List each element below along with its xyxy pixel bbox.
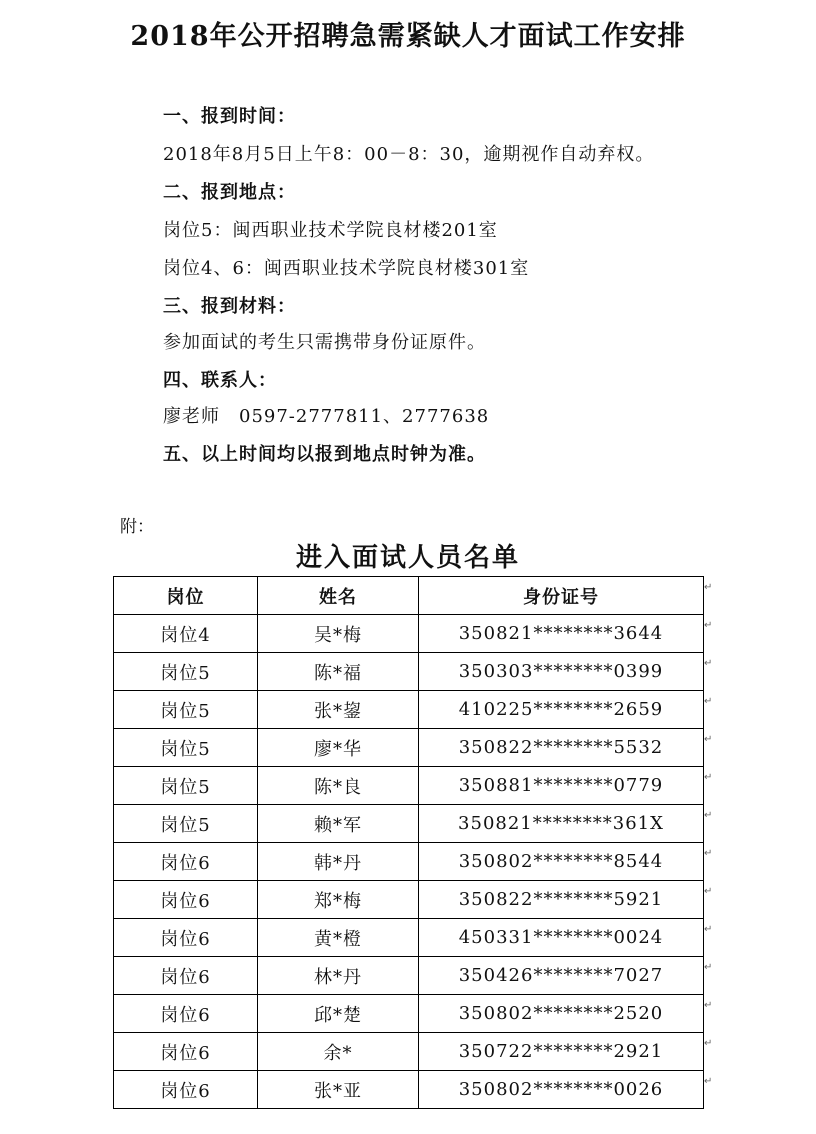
cell-position: 岗位6 [114, 1033, 258, 1071]
table-row [114, 653, 704, 691]
paragraph-mark-icon: ↵ [704, 962, 713, 973]
cell-position: 岗位6 [114, 843, 258, 881]
cell-position: 岗位6 [114, 957, 258, 995]
paragraph-mark-icon: ↵ [704, 1076, 713, 1087]
cell-position: 岗位5 [114, 691, 258, 729]
table-row [114, 957, 704, 995]
cell-name: 陈*良 [258, 767, 419, 805]
paragraph-mark-icon: ↵ [704, 1038, 713, 1049]
document-title: 2018年公开招聘急需紧缺人才面试工作安排 [130, 21, 686, 52]
cell-id-number: 450331********0024 [419, 919, 704, 957]
table-row [114, 995, 704, 1033]
cell-id-number: 350802********0026 [419, 1071, 704, 1109]
cell-name: 陈*福 [258, 653, 419, 691]
section-5-heading: 五、以上时间均以报到地点时钟为准。 [163, 444, 486, 465]
paragraph-mark-icon: ↵ [704, 620, 713, 631]
cell-name: 赖*军 [258, 805, 419, 843]
cell-name: 邱*楚 [258, 995, 419, 1033]
cell-id-number: 350303********0399 [419, 653, 704, 691]
cell-name: 吴*梅 [258, 615, 419, 653]
candidate-table [113, 576, 704, 1109]
cell-position: 岗位4 [114, 615, 258, 653]
header-position: 岗位 [114, 577, 258, 615]
table-header-row [114, 577, 704, 615]
paragraph-mark-icon: ↵ [704, 734, 713, 745]
paragraph-mark-icon: ↵ [704, 772, 713, 783]
section-3-line-1: 参加面试的考生只需携带身份证原件。 [163, 332, 486, 353]
cell-position: 岗位5 [114, 767, 258, 805]
cell-name: 林*丹 [258, 957, 419, 995]
cell-id-number: 350426********7027 [419, 957, 704, 995]
cell-name: 张*亚 [258, 1071, 419, 1109]
section-2-line-1: 岗位5：闽西职业技术学院良材楼201室 [163, 220, 498, 241]
list-title: 进入面试人员名单 [295, 543, 520, 573]
table-row [114, 1071, 704, 1109]
paragraph-mark-icon: ↵ [704, 924, 713, 935]
table-row [114, 767, 704, 805]
cell-position: 岗位6 [114, 881, 258, 919]
cell-name: 张*鋆 [258, 691, 419, 729]
cell-position: 岗位5 [114, 805, 258, 843]
paragraph-mark-icon: ↵ [704, 810, 713, 821]
section-4-line-1: 廖老师 0597-2777811、2777638 [163, 406, 490, 427]
cell-name: 郑*梅 [258, 881, 419, 919]
paragraph-mark-icon: ↵ [704, 582, 713, 593]
table-row [114, 805, 704, 843]
cell-id-number: 410225********2659 [419, 691, 704, 729]
paragraph-mark-icon: ↵ [704, 848, 713, 859]
cell-id-number: 350821********3644 [419, 615, 704, 653]
section-2-heading: 二、报到地点： [163, 182, 296, 203]
cell-id-number: 350822********5921 [419, 881, 704, 919]
table-row [114, 843, 704, 881]
cell-name: 廖*华 [258, 729, 419, 767]
table-row [114, 919, 704, 957]
cell-position: 岗位6 [114, 919, 258, 957]
paragraph-mark-icon: ↵ [704, 658, 713, 669]
cell-position: 岗位6 [114, 1071, 258, 1109]
cell-id-number: 350802********2520 [419, 995, 704, 1033]
section-3-heading: 三、报到材料： [163, 296, 296, 317]
cell-position: 岗位5 [114, 653, 258, 691]
paragraph-mark-icon: ↵ [704, 1000, 713, 1011]
paragraph-mark-icon: ↵ [704, 886, 713, 897]
cell-name: 黄*橙 [258, 919, 419, 957]
section-4-heading: 四、联系人： [163, 370, 277, 391]
header-name: 姓名 [258, 577, 419, 615]
table-row [114, 881, 704, 919]
cell-name: 余* [258, 1033, 419, 1071]
section-1-heading: 一、报到时间： [163, 106, 296, 127]
cell-id-number: 350822********5532 [419, 729, 704, 767]
cell-id-number: 350821********361X [419, 805, 704, 843]
paragraph-mark-icon: ↵ [704, 696, 713, 707]
header-id-number: 身份证号 [419, 577, 704, 615]
section-1-line-1: 2018年8月5日上午8：00－8：30，逾期视作自动弃权。 [163, 144, 655, 165]
cell-id-number: 350722********2921 [419, 1033, 704, 1071]
section-2-line-2: 岗位4、6：闽西职业技术学院良材楼301室 [163, 258, 530, 279]
cell-id-number: 350802********8544 [419, 843, 704, 881]
table-row [114, 615, 704, 653]
cell-position: 岗位5 [114, 729, 258, 767]
cell-name: 韩*丹 [258, 843, 419, 881]
cell-position: 岗位6 [114, 995, 258, 1033]
table-row [114, 729, 704, 767]
cell-id-number: 350881********0779 [419, 767, 704, 805]
attachment-label: 附： [120, 517, 154, 537]
table-row [114, 691, 704, 729]
table-row [114, 1033, 704, 1071]
